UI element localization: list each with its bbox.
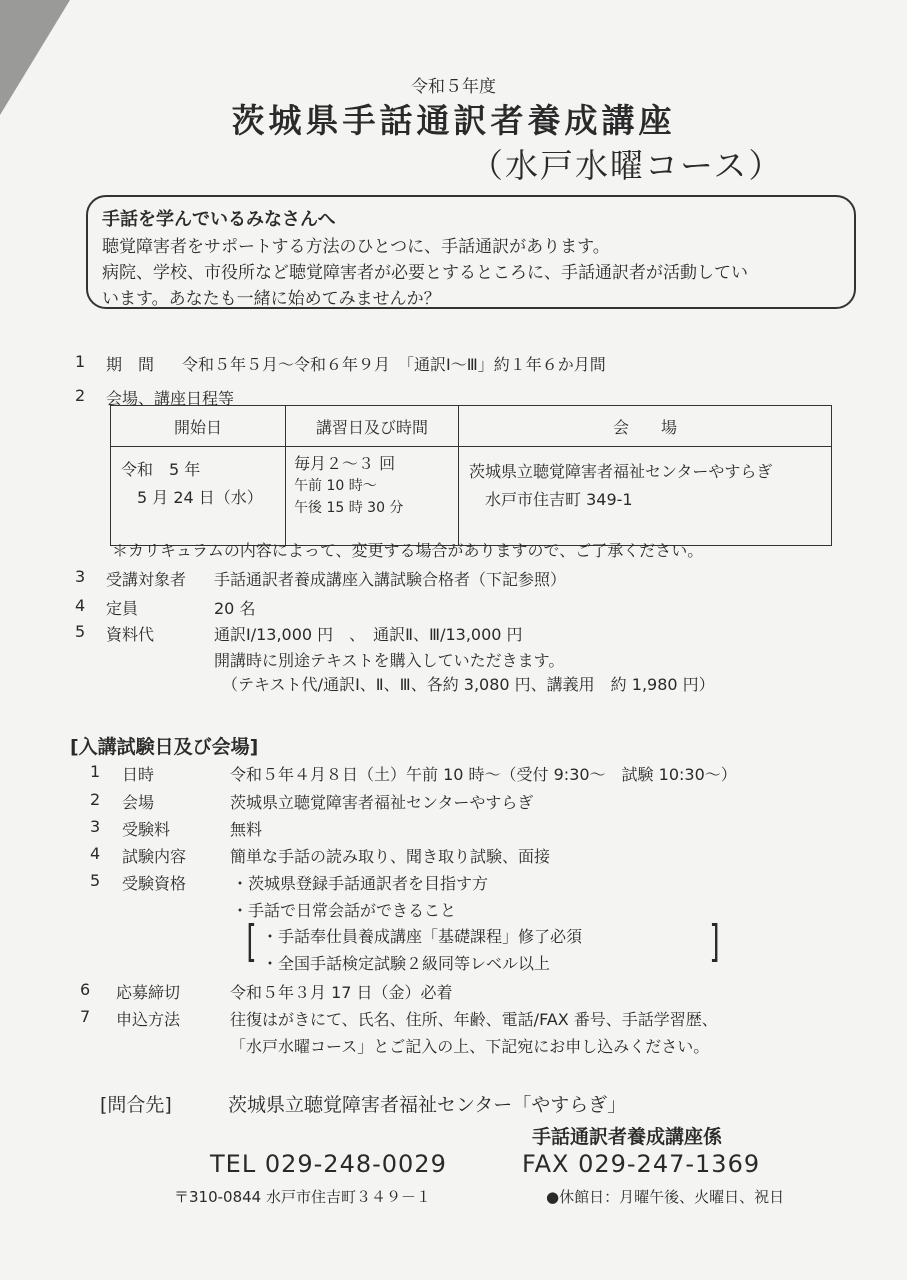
item-number: 7 (80, 1007, 91, 1026)
exam-qualification-label: 受験資格 (122, 874, 187, 893)
exam-datetime-value: 令和５年４月８日（土）午前 10 時～（受付 9:30～ 試験 10:30～） (230, 765, 737, 784)
item-number: 2 (90, 790, 101, 809)
message-line: 聴覚障害者をサポートする方法のひとつに、手話通訳があります。 (102, 237, 610, 257)
capacity-value: 20 名 (214, 599, 256, 618)
venue-name: 茨城県立聴覚障害者福祉センターやすらぎ (469, 462, 773, 481)
schedule-table (110, 405, 832, 546)
qualification-item: ・茨城県登録手話通訳者を目指す方 (232, 874, 489, 893)
message-line: います。あなたも一緒に始めてみませんか？ (102, 289, 441, 309)
closed-days: ●休館日：月曜午後、火曜日、祝日 (546, 1188, 785, 1206)
exam-heading: [入講試験日及び会場] (70, 736, 259, 758)
item-number: 2 (75, 386, 86, 405)
header-class-time: 講習日及び時間 (286, 406, 459, 447)
header-start-date: 開始日 (111, 406, 286, 447)
course-name: （水戸水曜コース） (470, 146, 784, 185)
eligibility-label: 受講対象者 (106, 570, 187, 589)
item-number: 6 (80, 980, 91, 999)
exam-fee-value: 無料 (230, 820, 263, 839)
qualification-subitem: ・手話奉仕員養成講座「基礎課程」修了必須 (262, 927, 583, 946)
apply-method-value: 往復はがきにて、氏名、住所、年齢、電話/FAX 番号、手話学習歴、 (230, 1010, 718, 1029)
period-label: 期 間 (106, 355, 155, 374)
exam-content-label: 試験内容 (122, 847, 187, 866)
item-number: 5 (90, 871, 101, 890)
start-day: 5 月 24 日（水） (121, 488, 263, 507)
exam-fee-label: 受験料 (122, 820, 171, 839)
contact-department: 手話通訳者養成講座係 (532, 1126, 723, 1148)
apply-method-label: 申込方法 (116, 1010, 181, 1029)
item-number: 5 (75, 622, 86, 641)
class-time-cell (286, 447, 459, 546)
bracket-left: [ (246, 916, 257, 967)
venue-cell (459, 447, 832, 546)
page-title: 茨城県手話通訳者養成講座 (231, 101, 676, 140)
item-number: 1 (90, 762, 101, 781)
start-date-cell (111, 447, 286, 546)
venue-address: 水戸市住吉町 349-1 (469, 490, 633, 509)
materials-fee: 通訳Ⅰ/13,000 円 、 通訳Ⅱ、Ⅲ/13,000 円 (214, 625, 523, 644)
time-start: 午前 10 時～ (294, 478, 377, 494)
bracket-right: ] (709, 916, 720, 967)
postal-address: 〒310-0844 水戸市住吉町３４９－１ (174, 1188, 431, 1206)
qualification-subitem: ・全国手話検定試験２級同等レベル以上 (262, 954, 551, 973)
schedule-note: ＊カリキュラムの内容によって、変更する場合がありますので、ご了承ください。 (112, 541, 704, 560)
item-number: 4 (90, 844, 101, 863)
apply-method-value: 「水戸水曜コース」とご記入の上、下記宛にお申し込みください。 (230, 1037, 710, 1056)
message-heading: 手話を学んでいるみなさんへ (102, 209, 336, 230)
exam-content-value: 簡単な手話の読み取り、聞き取り試験、面接 (230, 847, 551, 866)
materials-label: 資料代 (106, 625, 155, 644)
header-venue: 会 場 (459, 406, 832, 447)
materials-note: 開講時に別途テキストを購入していただきます。 (214, 651, 565, 670)
contact-organization: 茨城県立聴覚障害者福祉センター「やすらぎ」 (228, 1094, 627, 1116)
deadline-label: 応募締切 (116, 983, 181, 1002)
deadline-value: 令和５年３月 17 日（金）必着 (230, 983, 453, 1002)
frequency: 毎月２～３ 回 (294, 454, 396, 473)
eligibility-value: 手話通訳者養成講座入講試験合格者（下記参照） (214, 570, 567, 589)
message-line: 病院、学校、市役所など聴覚障害者が必要とするところに、手話通訳者が活動してい (102, 263, 748, 283)
item-number: 1 (75, 352, 86, 371)
qualification-item: ・手話で日常会話ができること (232, 901, 457, 920)
exam-datetime-label: 日時 (122, 765, 155, 784)
item-number: 4 (75, 596, 86, 615)
exam-venue-label: 会場 (122, 793, 155, 812)
period-value: 令和５年５月～令和６年９月 「通訳Ⅰ～Ⅲ」約１年６か月間 (182, 355, 606, 374)
exam-venue-value: 茨城県立聴覚障害者福祉センターやすらぎ (230, 793, 534, 812)
contact-label: [問合先] (100, 1094, 172, 1116)
venue-schedule-label: 会場、講座日程等 (106, 389, 235, 408)
tel-number: TEL 029-248-0029 (210, 1150, 447, 1178)
item-number: 3 (90, 817, 101, 836)
materials-detail: （テキスト代/通訳Ⅰ、Ⅱ、Ⅲ、各約 3,080 円、講義用 約 1,980 円） (222, 675, 715, 694)
start-year: 令和 5 年 (121, 460, 201, 479)
capacity-label: 定員 (106, 599, 139, 618)
fax-number: FAX 029-247-1369 (522, 1150, 761, 1178)
fiscal-year: 令和５年度 (411, 77, 496, 97)
item-number: 3 (75, 567, 86, 586)
time-end: 午後 15 時 30 分 (294, 500, 404, 516)
